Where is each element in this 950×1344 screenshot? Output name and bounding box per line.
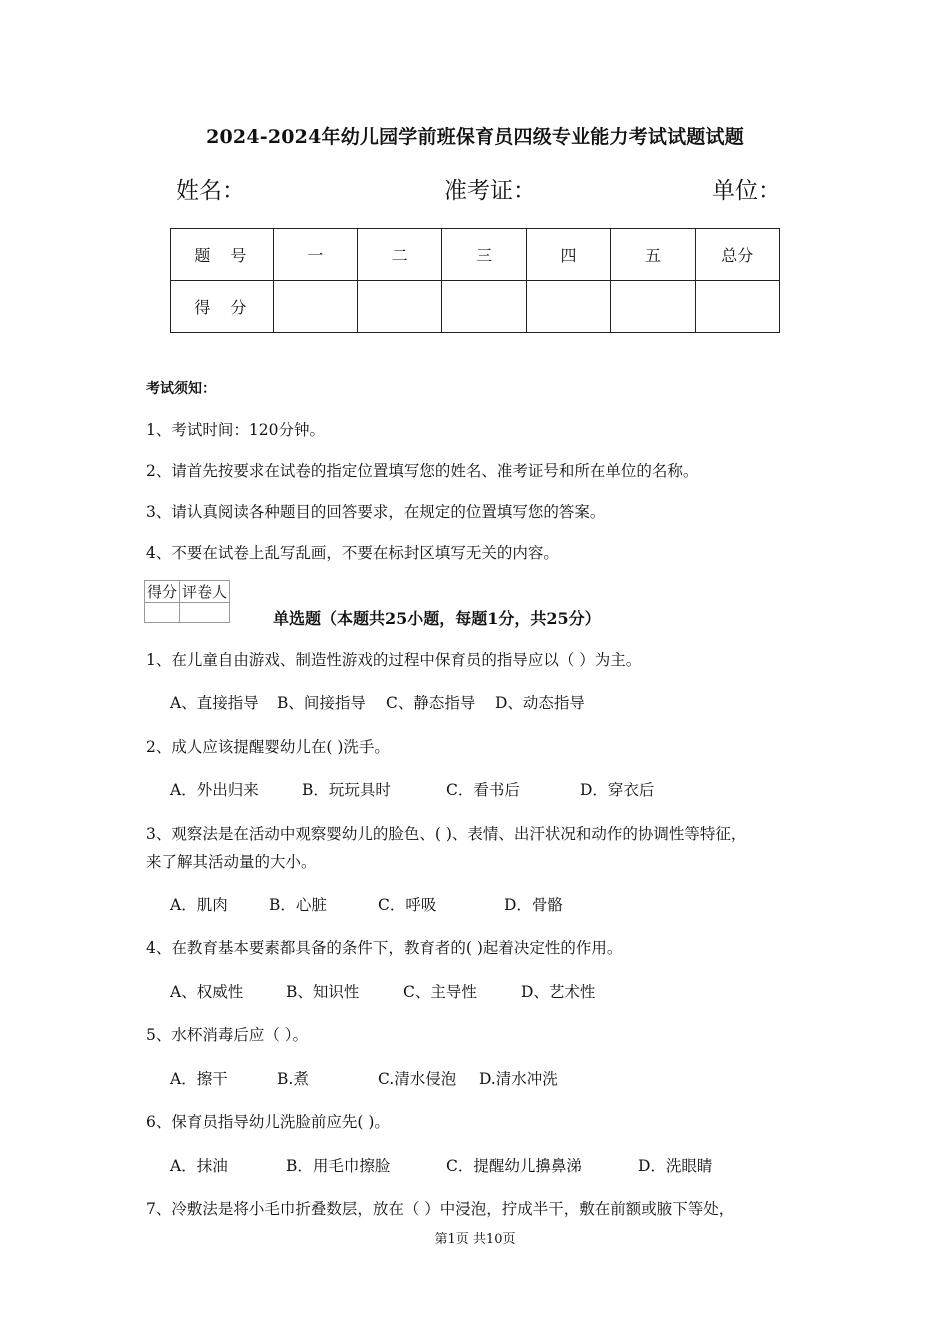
option[interactable]: D．骨骼	[504, 896, 563, 914]
score-table-score-row	[171, 281, 780, 333]
grader-reviewer-label: 评卷人	[180, 581, 230, 603]
grader-score-cell[interactable]	[145, 603, 180, 623]
option[interactable]: A．擦干	[170, 1070, 228, 1088]
grader-reviewer-cell[interactable]	[180, 603, 230, 623]
question-text: 3、观察法是在活动中观察婴幼儿的脸色、( )、表情、出汗状况和动作的协调性等特征，	[146, 825, 747, 843]
score-cell[interactable]	[695, 281, 779, 333]
option[interactable]: C、静态指导	[386, 694, 476, 712]
option[interactable]: C．提醒幼儿擤鼻涕	[446, 1157, 582, 1175]
score-table-header-cell: 题号	[171, 229, 274, 281]
option[interactable]: B、间接指导	[277, 694, 366, 712]
option[interactable]: C．呼吸	[378, 896, 437, 914]
option[interactable]: D、艺术性	[521, 983, 596, 1001]
option[interactable]: D.清水冲洗	[479, 1070, 558, 1088]
score-table-header-cell: 五	[611, 229, 695, 281]
option[interactable]: A．外出归来	[170, 781, 259, 799]
section-title: 单选题（本题共25小题，每题1分，共25分）	[273, 609, 601, 628]
option[interactable]: B.煮	[277, 1070, 309, 1088]
score-cell[interactable]	[442, 281, 526, 333]
notice-title: 考试须知：	[146, 381, 216, 397]
option[interactable]: B．玩玩具时	[302, 781, 391, 799]
option[interactable]: A．抹油	[170, 1157, 228, 1175]
unit-label: 单位：	[712, 178, 781, 204]
option[interactable]: C.清水侵泡	[378, 1070, 457, 1088]
question-text: 2、成人应该提醒婴幼儿在( )洗手。	[146, 738, 390, 756]
notice-item: 2、请首先按要求在试卷的指定位置填写您的姓名、准考证号和所在单位的名称。	[146, 462, 699, 480]
option[interactable]: C、主导性	[403, 983, 477, 1001]
grader-box	[144, 580, 230, 623]
notice-item: 1、考试时间：120分钟。	[146, 421, 325, 439]
score-table-header-cell: 四	[526, 229, 610, 281]
option[interactable]: D、动态指导	[495, 694, 585, 712]
score-table-header-cell: 一	[273, 229, 357, 281]
score-cell[interactable]	[526, 281, 610, 333]
option[interactable]: B、知识性	[286, 983, 360, 1001]
option[interactable]: B．心脏	[269, 896, 327, 914]
option[interactable]: A．肌肉	[170, 896, 228, 914]
score-cell[interactable]	[273, 281, 357, 333]
notice-item: 3、请认真阅读各种题目的回答要求，在规定的位置填写您的答案。	[146, 503, 606, 521]
score-table-header-cell: 总分	[695, 229, 779, 281]
score-table-header-cell: 三	[442, 229, 526, 281]
question-text: 5、水杯消毒后应（ ）。	[146, 1026, 309, 1044]
question-text: 1、在儿童自由游戏、制造性游戏的过程中保育员的指导应以（ ）为主。	[146, 651, 642, 669]
option[interactable]: A、权威性	[170, 983, 244, 1001]
score-cell[interactable]	[611, 281, 695, 333]
page-title: 2024-2024年幼儿园学前班保育员四级专业能力考试试题试题	[206, 126, 744, 148]
question-text: 6、保育员指导幼儿洗脸前应先( )。	[146, 1113, 390, 1131]
score-table	[170, 228, 780, 333]
option[interactable]: A、直接指导	[170, 694, 259, 712]
name-label: 姓名：	[176, 178, 245, 204]
grader-score-label: 得分	[145, 581, 180, 603]
score-table-header-cell: 二	[358, 229, 442, 281]
page-footer: 第1页 共10页	[434, 1232, 516, 1247]
score-table-header-row	[171, 229, 780, 281]
exam-number-label: 准考证：	[444, 178, 536, 204]
question-text: 4、在教育基本要素都具备的条件下，教育者的( )起着决定性的作用。	[146, 939, 623, 957]
option[interactable]: B．用毛巾擦脸	[286, 1157, 391, 1175]
question-text-continued: 来了解其活动量的大小。	[146, 853, 317, 871]
notice-item: 4、不要在试卷上乱写乱画，不要在标封区填写无关的内容。	[146, 544, 559, 562]
option[interactable]: C．看书后	[446, 781, 520, 799]
option[interactable]: D．洗眼睛	[638, 1157, 713, 1175]
score-cell[interactable]	[358, 281, 442, 333]
score-row-label: 得分	[171, 281, 274, 333]
option[interactable]: D．穿衣后	[580, 781, 655, 799]
question-text: 7、冷敷法是将小毛巾折叠数层，放在（ ）中浸泡，拧成半干，敷在前额或腋下等处，	[146, 1200, 735, 1218]
